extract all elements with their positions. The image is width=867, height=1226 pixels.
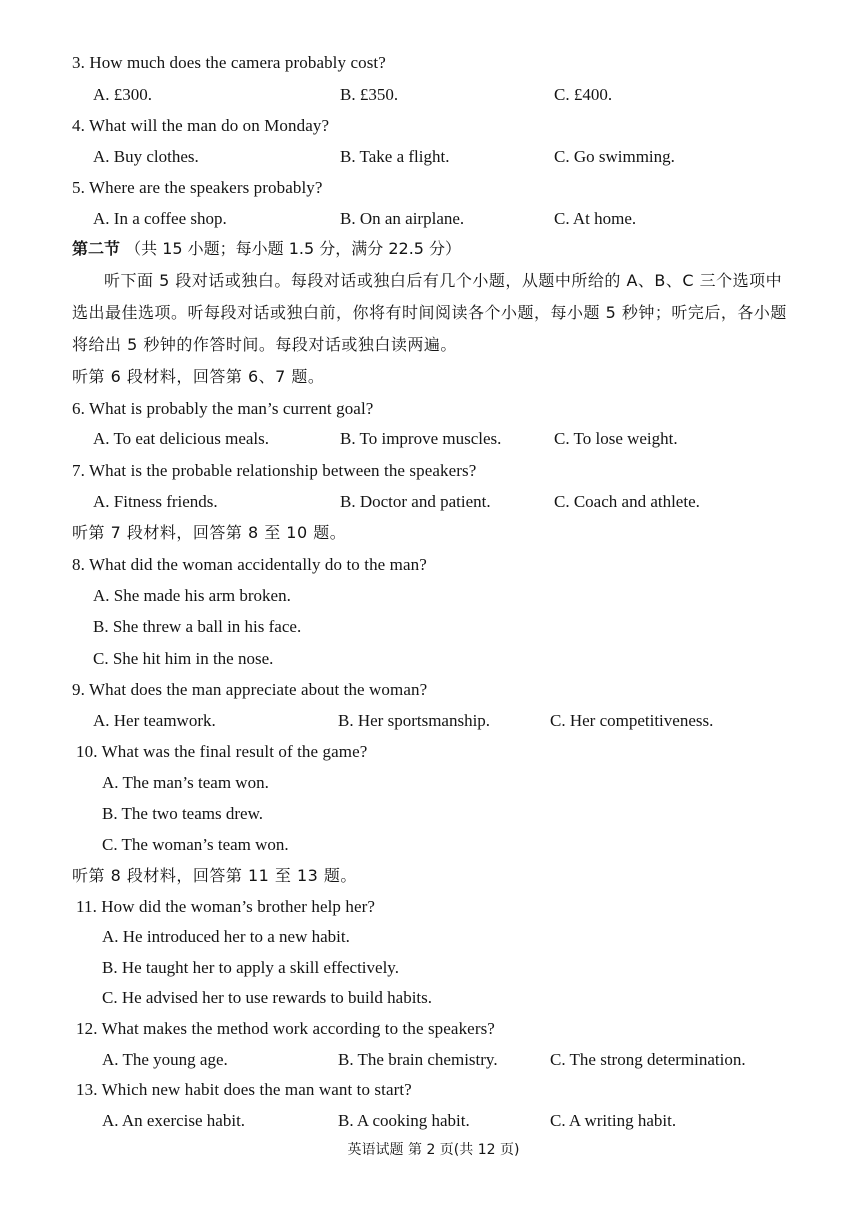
- instructions-line-3: 将给出 5 秒钟的作答时间。每段对话或独白读两遍。: [72, 335, 457, 354]
- option-c: C. A writing habit.: [550, 1111, 677, 1130]
- option-c: C. Her competitiveness.: [550, 711, 714, 730]
- question-6: [72, 398, 373, 420]
- question-number: 8.: [72, 555, 85, 574]
- option-a: A. An exercise habit.: [102, 1111, 246, 1130]
- question-4: [72, 115, 329, 137]
- question-number: 11.: [76, 897, 97, 916]
- material-header-7: 听第 7 段材料，回答第 8 至 10 题。: [72, 523, 347, 542]
- option-b: B. On an airplane.: [340, 209, 465, 228]
- section-title: 第二节: [72, 239, 121, 258]
- option-b: B. The brain chemistry.: [338, 1050, 498, 1069]
- question-13: [76, 1079, 412, 1101]
- question-number: 9.: [72, 680, 85, 699]
- question-5: [72, 177, 323, 199]
- section-heading: [72, 238, 461, 260]
- options-9: [0, 710, 867, 732]
- option-a: A. Her teamwork.: [93, 711, 216, 730]
- question-number: 12.: [76, 1019, 98, 1038]
- option-b: B. The two teams drew.: [102, 804, 263, 823]
- section-subtitle: （共 15 小题；每小题 1.5 分，满分 22.5 分）: [125, 239, 462, 258]
- options-12: [0, 1049, 867, 1071]
- options-3: [0, 84, 867, 106]
- page-footer: 英语试题 第 2 页(共 12 页): [347, 1142, 520, 1158]
- option-a: A. To eat delicious meals.: [93, 429, 270, 448]
- question-text: What did the woman accidentally do to the man?: [89, 555, 427, 574]
- option-c: C. The strong determination.: [550, 1050, 746, 1069]
- option-a: A. She made his arm broken.: [93, 586, 291, 605]
- options-6: [0, 428, 867, 450]
- material-header-6: 听第 6 段材料，回答第 6、7 题。: [72, 367, 325, 386]
- question-text: What does the man appreciate about the woman?: [89, 680, 428, 699]
- option-a: A. The man’s team won.: [102, 773, 269, 792]
- option-b: B. To improve muscles.: [340, 429, 502, 448]
- option-c: C. She hit him in the nose.: [93, 649, 274, 668]
- question-3: [72, 52, 386, 74]
- option-b: B. A cooking habit.: [338, 1111, 470, 1130]
- option-c: C. To lose weight.: [554, 429, 678, 448]
- question-12: [76, 1018, 495, 1040]
- question-number: 5.: [72, 178, 85, 197]
- question-number: 13.: [76, 1080, 98, 1099]
- option-b: B. She threw a ball in his face.: [93, 617, 302, 636]
- option-b: B. Take a flight.: [340, 147, 450, 166]
- question-text: How did the woman’s brother help her?: [101, 897, 376, 916]
- options-7: [0, 491, 867, 513]
- instructions-line-1: 听下面 5 段对话或独白。每段对话或独白后有几个小题，从题中所给的 A、B、C 三个选项中: [104, 271, 783, 290]
- options-5: [0, 208, 867, 230]
- option-c: C. At home.: [554, 209, 637, 228]
- option-a: A. He introduced her to a new habit.: [102, 927, 350, 946]
- question-11: [76, 896, 375, 918]
- question-number: 10.: [76, 742, 98, 761]
- option-a: A. In a coffee shop.: [93, 209, 227, 228]
- question-text: What is the probable relationship between the speakers?: [89, 461, 477, 480]
- option-a: A. Fitness friends.: [93, 492, 218, 511]
- question-number: 3.: [72, 53, 85, 72]
- question-text: What makes the method work according to the speakers?: [101, 1019, 495, 1038]
- option-a: A. The young age.: [102, 1050, 228, 1069]
- question-text: Where are the speakers probably?: [89, 178, 323, 197]
- option-b: B. Doctor and patient.: [340, 492, 491, 511]
- question-text: Which new habit does the man want to start?: [101, 1080, 412, 1099]
- question-text: What is probably the man’s current goal?: [89, 399, 374, 418]
- option-a: A. Buy clothes.: [93, 147, 199, 166]
- question-7: [72, 460, 476, 482]
- option-b: B. £350.: [340, 85, 399, 104]
- option-c: C. He advised her to use rewards to build habits.: [102, 988, 433, 1007]
- option-c: C. £400.: [554, 85, 613, 104]
- material-header-8: 听第 8 段材料，回答第 11 至 13 题。: [72, 866, 357, 885]
- question-text: How much does the camera probably cost?: [89, 53, 386, 72]
- option-b: B. Her sportsmanship.: [338, 711, 491, 730]
- question-9: [72, 679, 427, 701]
- question-8: [72, 554, 427, 576]
- question-number: 6.: [72, 399, 85, 418]
- question-text: What was the final result of the game?: [101, 742, 368, 761]
- question-10: [76, 741, 367, 763]
- option-c: C. Go swimming.: [554, 147, 675, 166]
- instructions-line-2: 选出最佳选项。听每段对话或独白前，你将有时间阅读各个小题，每小题 5 秒钟；听完后，各小题: [72, 303, 787, 322]
- question-number: 7.: [72, 461, 85, 480]
- question-number: 4.: [72, 116, 85, 135]
- options-4: [0, 146, 867, 168]
- option-c: C. Coach and athlete.: [554, 492, 700, 511]
- option-b: B. He taught her to apply a skill effectively.: [102, 958, 399, 977]
- question-text: What will the man do on Monday?: [89, 116, 330, 135]
- option-a: A. £300.: [93, 85, 153, 104]
- options-13: [0, 1110, 867, 1132]
- option-c: C. The woman’s team won.: [102, 835, 289, 854]
